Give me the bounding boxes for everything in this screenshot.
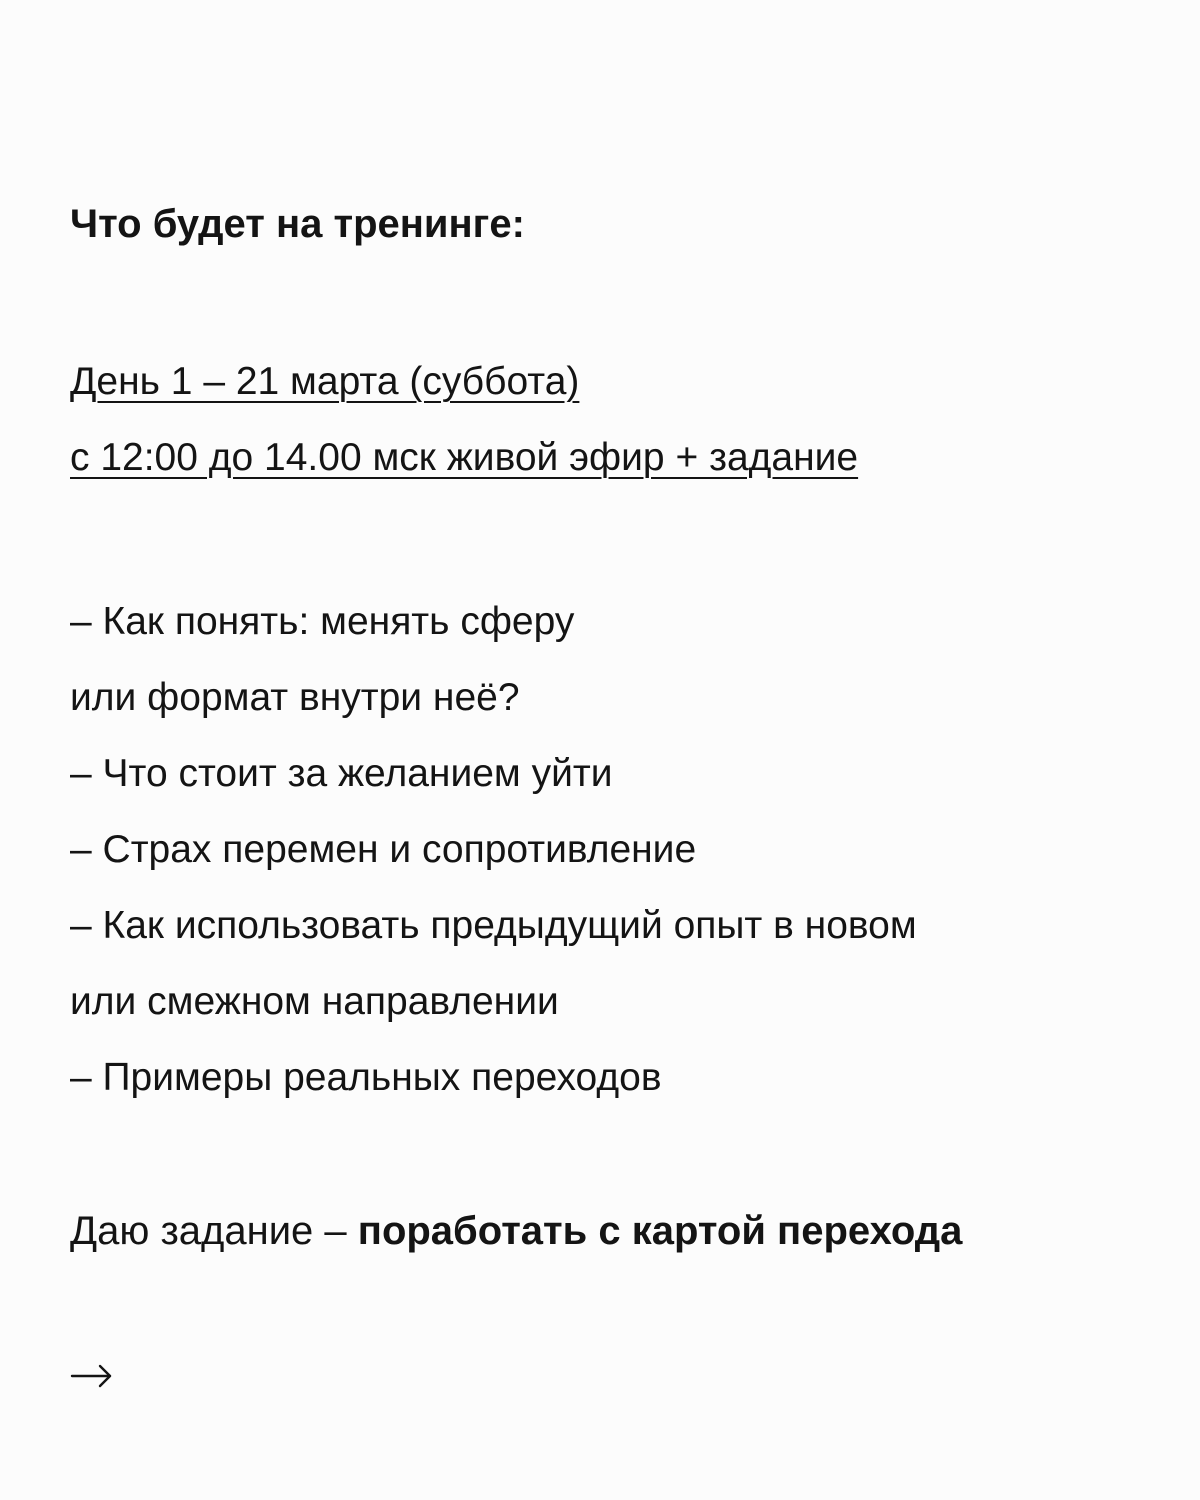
arrow-right-glyph — [68, 1356, 116, 1396]
day-time-line: с 12:00 до 14.00 мск живой эфир + задание — [70, 436, 859, 479]
topic-line: или смежном направлении — [70, 980, 559, 1023]
task-prefix: Даю задание – — [70, 1209, 358, 1253]
topic-line: – Что стоит за желанием уйти — [70, 752, 613, 795]
topic-line: – Примеры реальных переходов — [70, 1056, 662, 1099]
task-statement — [70, 1203, 962, 1259]
day-date-line: День 1 – 21 марта (суббота) — [70, 360, 580, 403]
topic-line: – Как использовать предыдущий опыт в новом — [70, 904, 917, 947]
topic-line: – Как понять: менять сферу — [70, 600, 575, 643]
topic-line: или формат внутри неё? — [70, 676, 520, 719]
topics-list — [70, 584, 917, 1116]
topic-line: – Страх перемен и сопротивление — [70, 828, 697, 871]
task-highlight: поработать с картой перехода — [357, 1209, 963, 1253]
arrow-right-icon[interactable] — [68, 1356, 116, 1396]
section-heading: Что будет на тренинге: — [70, 202, 525, 246]
